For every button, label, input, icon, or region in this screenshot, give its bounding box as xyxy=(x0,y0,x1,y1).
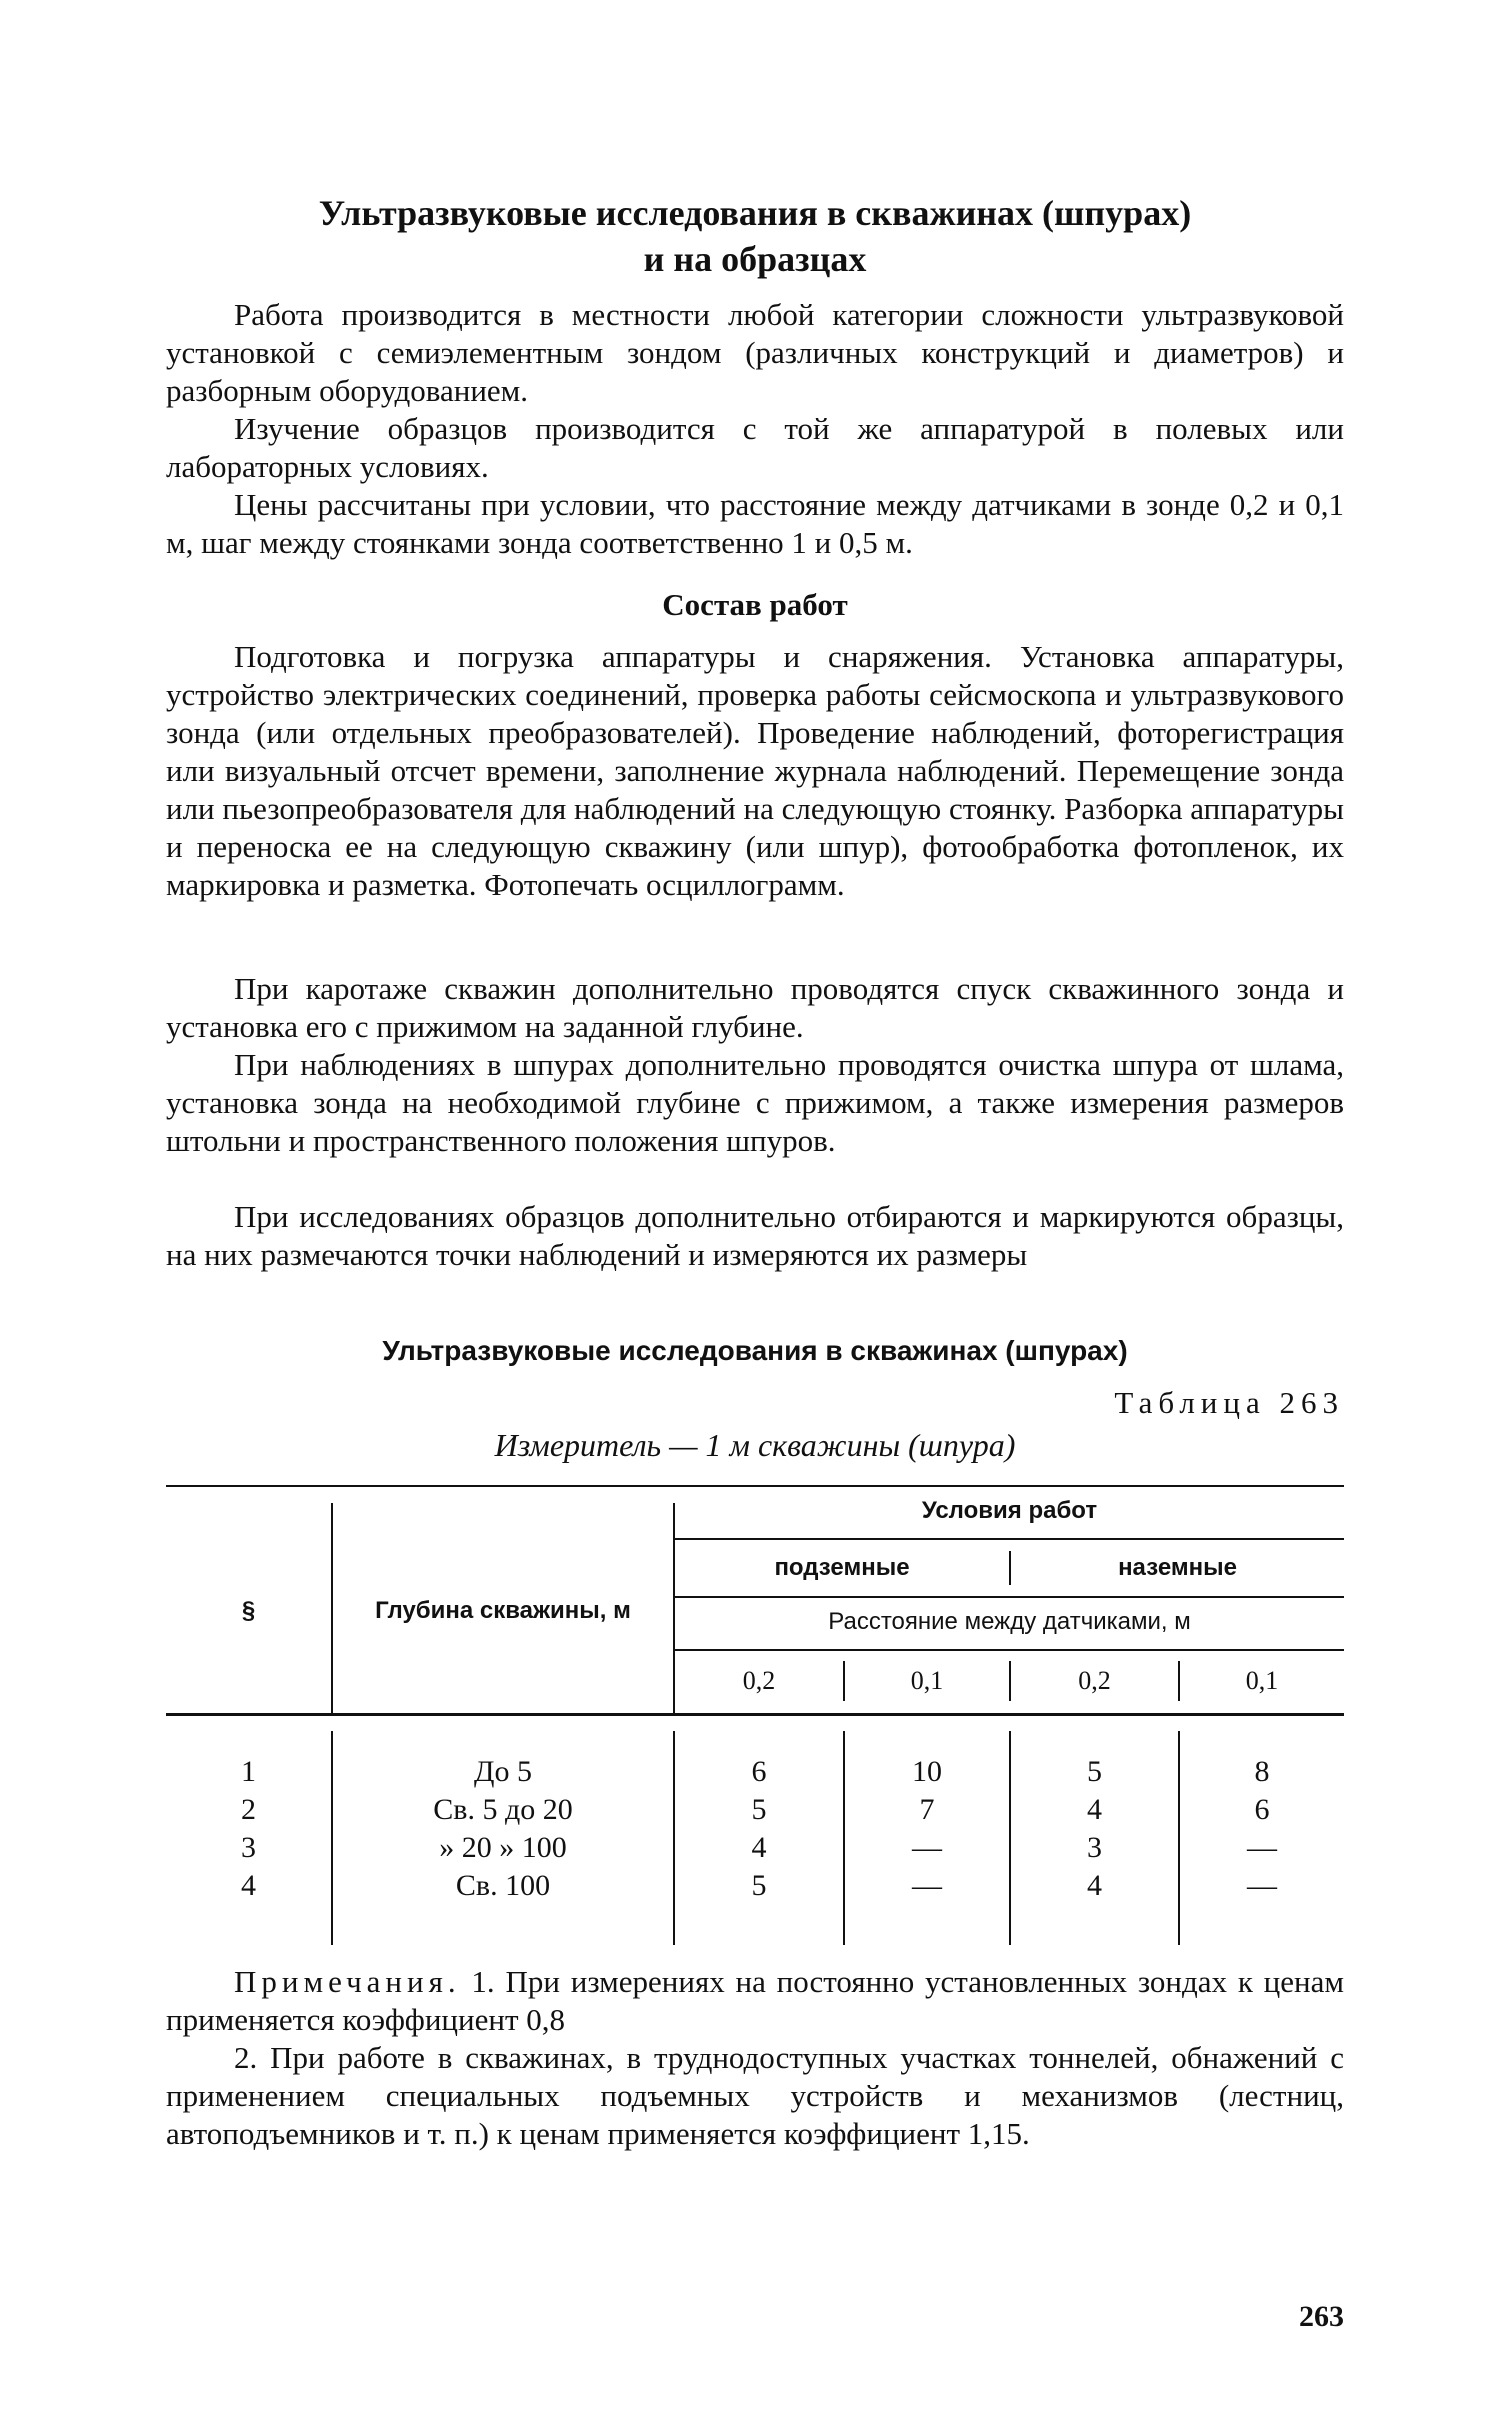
header-conditions: Условия работ xyxy=(921,1497,1098,1524)
section-heading xyxy=(166,190,1344,282)
table-top-rule xyxy=(166,1485,1344,1487)
row-4-c4: — xyxy=(1247,1869,1277,1902)
header-surface: наземные xyxy=(1118,1554,1237,1581)
row-4-num: 4 xyxy=(241,1869,256,1902)
table-rule-distance xyxy=(674,1649,1344,1651)
row-3-c4: — xyxy=(1247,1831,1277,1864)
header-dist-3: 0,2 xyxy=(1078,1666,1111,1695)
intro-paragraph-1: Работа производится в местности любой категории сложности ультразвуковой установкой с семиэлементным зондом (различных конструкций и диаметров) и разборным оборудованием. xyxy=(166,297,1344,408)
intro-paragraph-3: Цены рассчитаны при условии, что расстояние между датчиками в зонде 0,2 и 0,1 м, шаг между стоянками зонда соответственно 1 и 0,5 м. xyxy=(166,487,1344,560)
row-1-num: 1 xyxy=(241,1755,256,1788)
header-distance: Расстояние между датчиками, м xyxy=(828,1608,1191,1635)
row-2-c2: 7 xyxy=(919,1793,935,1826)
composition-paragraph-3: При наблюдениях в шпурах дополнительно проводятся очистка шпура от шлама, установка зонда на необходимой глубине с прижимом, а также измерения размеров штольни и пространственного положения шпуров. xyxy=(166,1047,1344,1158)
notes-label: Примечания. xyxy=(234,1964,461,1999)
row-4-c2: — xyxy=(912,1869,942,1902)
row-3-c3: 3 xyxy=(1087,1831,1102,1864)
row-3-num: 3 xyxy=(241,1831,256,1864)
composition-paragraph-1: Подготовка и погрузка аппаратуры и снаряжения. Установка аппаратуры, устройство электрических соединений, проверка работы сейсмоскопа и ультразвукового зонда (или отдельных преобразователей). Проведение наблюдений, фоторегистрация или визуальный отсчет времени, заполнение журнала наблюдений. Перемещение зонда или пьезопреобразователя для наблюдений на следующую стоянку. Разборка аппаратуры и переноска ее на следующую скважину (или шпур), фотообработка фотопленок, их маркировка и разметка. Фотопечать осциллограмм. xyxy=(166,639,1344,902)
row-1-c2: 10 xyxy=(912,1755,942,1788)
table-rule-conditions xyxy=(674,1538,1344,1540)
price-table xyxy=(166,1485,1344,1945)
table-header-rule xyxy=(166,1713,1344,1716)
section-heading-line2: и на образцах xyxy=(643,239,867,279)
note-1 xyxy=(166,1963,1344,2039)
header-dist-1: 0,2 xyxy=(742,1666,776,1695)
header-underground: подземные xyxy=(774,1554,910,1581)
row-3-c2: — xyxy=(912,1831,942,1864)
row-3-c1: 4 xyxy=(751,1831,767,1864)
row-1-c3: 5 xyxy=(1087,1755,1102,1788)
header-dist-4: 0,1 xyxy=(1245,1666,1279,1695)
composition-title: Состав работ xyxy=(662,587,848,622)
table-rule-subgroups xyxy=(674,1596,1344,1598)
note-1-text: 1. При измерениях на постоянно установленных зондах к ценам применяется коэффициент 0,8 xyxy=(166,1964,1344,2037)
row-4-c1: 5 xyxy=(751,1869,767,1902)
row-4-c3: 4 xyxy=(1087,1869,1102,1902)
header-depth: Глубина скважины, м xyxy=(375,1597,631,1624)
row-2-depth: Св. 5 до 20 xyxy=(433,1793,573,1826)
row-3-depth: » 20 » 100 xyxy=(439,1831,567,1864)
note-2: 2. При работе в скважинах, в труднодоступных участках тоннелей, обнажений с применением специальных подъемных устройств и механизмов (лестниц, автоподъемников и т. п.) к ценам применяется коэффициент 1,15. xyxy=(166,2040,1344,2151)
row-2-num: 2 xyxy=(241,1793,256,1826)
composition-paragraph-4: При исследованиях образцов дополнительно отбираются и маркируются образцы, на них размечаются точки наблюдений и измеряются их размеры xyxy=(166,1199,1344,1272)
composition-paragraph-2: При каротаже скважин дополнительно проводятся спуск скважинного зонда и установка его с прижимом на заданной глубине. xyxy=(166,971,1344,1044)
table-number: Таблица 263 xyxy=(1114,1385,1344,1420)
row-1-depth: До 5 xyxy=(474,1755,532,1788)
row-2-c3: 4 xyxy=(1087,1793,1102,1826)
page-number: 263 xyxy=(1299,2300,1344,2333)
header-section-sign: § xyxy=(241,1597,256,1624)
header-dist-2: 0,1 xyxy=(910,1666,944,1695)
row-2-c1: 5 xyxy=(751,1793,767,1826)
row-4-depth: Св. 100 xyxy=(455,1869,551,1902)
intro-paragraph-2: Изучение образцов производится с той же аппаратурой в полевых или лабораторных условиях. xyxy=(166,411,1344,484)
table-title: Ультразвуковые исследования в скважинах (шпурах) xyxy=(382,1335,1128,1366)
row-1-c1: 6 xyxy=(751,1755,767,1788)
row-2-c4: 6 xyxy=(1254,1793,1270,1826)
row-1-c4: 8 xyxy=(1254,1755,1270,1788)
table-measure: Измеритель — 1 м скважины (шпура) xyxy=(494,1427,1016,1463)
section-heading-line1: Ультразвуковые исследования в скважинах (шпурах) xyxy=(318,193,1192,233)
